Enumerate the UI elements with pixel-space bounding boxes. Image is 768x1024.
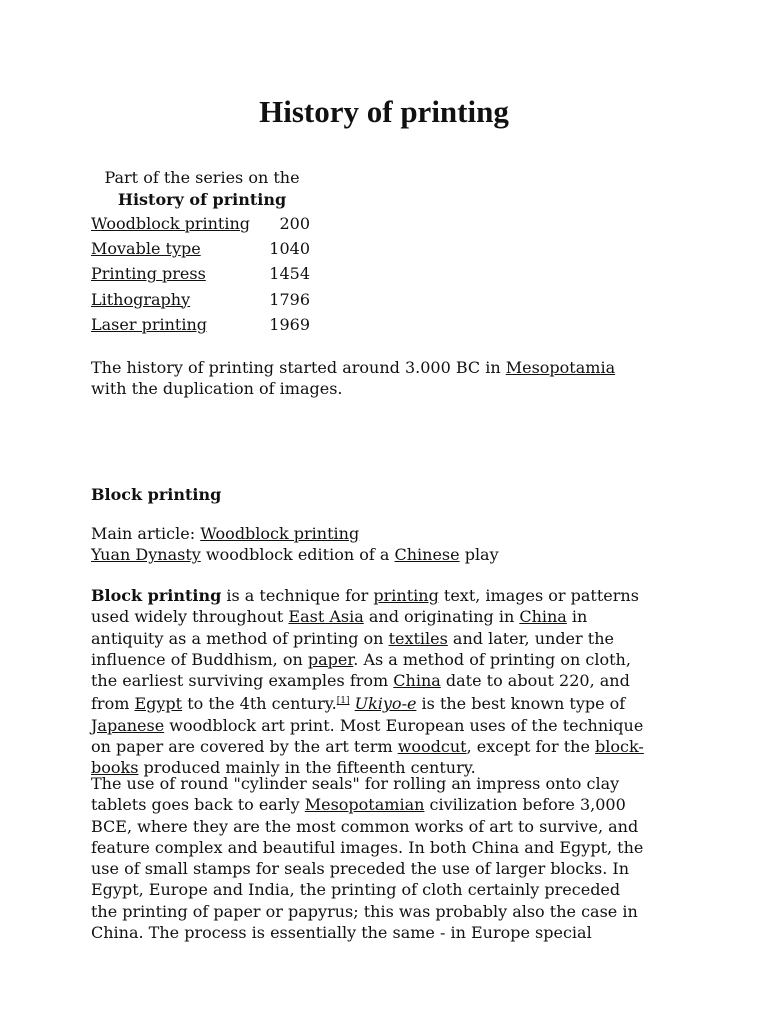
link-chinese[interactable]: Chinese [394,545,460,565]
link-printing[interactable]: printing [373,586,439,605]
link-block-books[interactable]: block-books [91,737,644,778]
series-row [91,261,331,286]
para-text: and later, under the influence of Buddhism, on [91,628,614,669]
link-woodblock-printing[interactable]: Woodblock printing [200,524,360,543]
link-paper[interactable]: paper [307,649,354,669]
para-text: to the 4th century. [182,694,337,714]
page-title: History of printing [259,94,509,129]
series-link-movable-type[interactable]: Movable type [91,239,201,259]
caption-text: play [459,545,499,565]
para-text: date to about 220, and from [91,671,630,714]
para-text: . As a method of printing on cloth, the earliest surviving examples from [91,649,631,691]
series-name: History of printing [117,190,287,209]
series-infobox [91,167,331,337]
series-year: 200 [279,214,310,233]
para-text: is a technique for [221,586,374,605]
series-year: 1454 [269,264,310,284]
para-text: civilization before 3,000 BCE, where they are the most common works of art to survive, and feature complex and beautiful images. In both China and Egypt, the use of small stamps for seals preceded the use of larger blocks. In Egypt, Europe and India, the printing of cloth certainly preceded the printing of paper or papyrus; this was probably also the case in China. The process is essentially the same - in Europe special [91,795,644,943]
series-row [91,312,331,337]
para-text: text, images or patterns used widely throughout [91,586,639,627]
cylinder-seals-paragraph [91,773,651,943]
link-ukiyo-e[interactable]: Ukiyo-e [354,694,417,714]
para-text: in antiquity as a method of printing on [91,607,588,648]
link-japanese[interactable]: Japanese [91,715,165,735]
para-text: is the best known type of [416,694,626,714]
series-year: 1969 [269,314,310,334]
series-row [91,236,331,261]
link-east-asia[interactable]: East Asia [288,607,364,627]
term-block-printing: Block printing [91,586,222,605]
citation-link[interactable]: [1] [336,696,350,707]
series-link-laser-printing[interactable]: Laser printing [91,314,207,334]
series-year: 1796 [269,289,310,309]
block-printing-paragraph [91,585,651,779]
para-text: , except for the [466,737,596,757]
series-caption: Part of the series on the [104,168,300,187]
series-link-printing-press[interactable]: Printing press [91,264,206,284]
intro-text: The history of printing started around 3.000 BC in [91,358,506,377]
link-egypt[interactable]: Egypt [134,694,183,714]
intro-paragraph [91,357,651,400]
link-woodcut[interactable]: woodcut [397,737,467,757]
para-text: and originating in [363,607,520,627]
link-yuan-dynasty[interactable]: Yuan Dynasty [91,545,201,565]
series-row [91,211,331,236]
link-china[interactable]: China [519,607,567,627]
section-heading-block-printing: Block printing [91,485,222,504]
main-article-prefix: Main article: [91,524,201,543]
para-text: produced mainly in the fifteenth century. [138,758,476,778]
link-textiles[interactable]: textiles [388,628,448,648]
intro-text: with the duplication of images. [91,379,343,399]
series-row [91,287,331,312]
link-china[interactable]: China [393,671,441,691]
series-year: 1040 [269,239,310,259]
series-link-woodblock-printing[interactable]: Woodblock printing [91,214,251,233]
link-mesopotamia[interactable]: Mesopotamia [505,358,616,377]
link-mesopotamian[interactable]: Mesopotamian [304,795,425,815]
series-link-lithography[interactable]: Lithography [91,289,191,309]
para-text: woodblock art print. Most European uses of the technique on paper are covered by the art term [91,715,644,757]
main-article-note [91,523,651,566]
caption-text: woodblock edition of a [200,545,395,565]
para-text: The use of round "cylinder seals" for rolling an impress onto clay tablets goes back to early [91,774,620,815]
